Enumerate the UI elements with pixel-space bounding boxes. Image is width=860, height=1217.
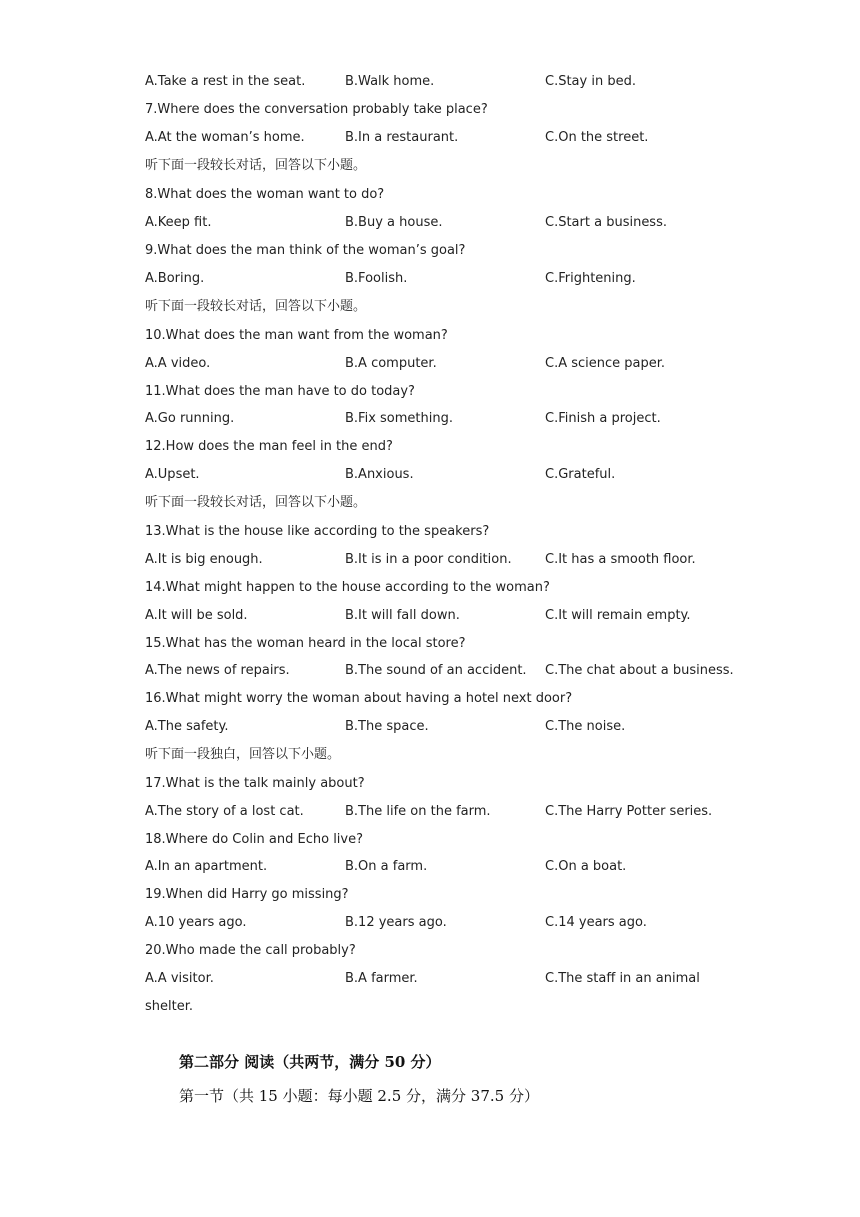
q10-option-c: C.A science paper.: [545, 356, 666, 371]
q12-option-b: B.Anxious.: [345, 467, 414, 482]
q9-option-b: B.Foolish.: [345, 271, 408, 286]
q8-option-c: C.Start a business.: [545, 215, 667, 230]
q11-option-c: C.Finish a project.: [545, 411, 661, 426]
q19-option-c: C.14 years ago.: [545, 915, 647, 930]
q20-option-b: B.A farmer.: [345, 971, 418, 986]
question-17: 17.What is the talk mainly about?: [145, 776, 365, 791]
question-18: 18.Where do Colin and Echo live?: [145, 832, 364, 847]
instruction-dialogue-3: 听下面一段较长对话，回答以下小题。: [145, 495, 367, 510]
question-13: 13.What is the house like according to the speakers?: [145, 524, 490, 539]
q20-option-c-continuation: shelter.: [145, 999, 194, 1014]
q16-option-c: C.The noise.: [545, 719, 626, 734]
q17-option-a: A.The story of a lost cat.: [145, 804, 304, 819]
q7-option-b: B.In a restaurant.: [345, 130, 459, 145]
q8-option-a: A.Keep fit.: [145, 215, 212, 230]
q8-option-b: B.Buy a house.: [345, 215, 443, 230]
q12-option-a: A.Upset.: [145, 467, 200, 482]
q14-option-a: A.It will be sold.: [145, 608, 248, 623]
q10-option-a: A.A video.: [145, 356, 211, 371]
section-1-heading: 第一节（共 15 小题：每小题 2.5 分，满分 37.5 分）: [179, 1087, 539, 1105]
question-20: 20.Who made the call probably?: [145, 943, 356, 958]
q16-option-a: A.The safety.: [145, 719, 229, 734]
q15-option-b: B.The sound of an accident.: [345, 663, 527, 678]
q13-option-a: A.It is big enough.: [145, 552, 263, 567]
question-10: 10.What does the man want from the woman?: [145, 328, 448, 343]
q7-option-a: A.At the woman’s home.: [145, 130, 305, 145]
q6-option-b: B.Walk home.: [345, 74, 435, 89]
question-9: 9.What does the man think of the woman’s goal?: [145, 243, 466, 258]
q6-option-c: C.Stay in bed.: [545, 74, 636, 89]
part-2-heading: 第二部分 阅读（共两节，满分 50 分）: [179, 1053, 441, 1071]
q17-option-b: B.The life on the farm.: [345, 804, 491, 819]
q19-option-a: A.10 years ago.: [145, 915, 247, 930]
q11-option-b: B.Fix something.: [345, 411, 453, 426]
question-12: 12.How does the man feel in the end?: [145, 439, 393, 454]
q14-option-b: B.It will fall down.: [345, 608, 460, 623]
q18-option-b: B.On a farm.: [345, 859, 428, 874]
q9-option-a: A.Boring.: [145, 271, 205, 286]
q13-option-b: B.It is in a poor condition.: [345, 552, 512, 567]
q13-option-c: C.It has a smooth floor.: [545, 552, 696, 567]
q15-option-a: A.The news of repairs.: [145, 663, 290, 678]
q17-option-c: C.The Harry Potter series.: [545, 804, 713, 819]
question-15: 15.What has the woman heard in the local store?: [145, 636, 466, 651]
q20-option-a: A.A visitor.: [145, 971, 214, 986]
q15-option-c: C.The chat about a business.: [545, 663, 734, 678]
q12-option-c: C.Grateful.: [545, 467, 616, 482]
q19-option-b: B.12 years ago.: [345, 915, 447, 930]
q11-option-a: A.Go running.: [145, 411, 235, 426]
q20-option-c: C.The staff in an animal: [545, 971, 700, 986]
q16-option-b: B.The space.: [345, 719, 429, 734]
q6-option-a: A.Take a rest in the seat.: [145, 74, 306, 89]
q18-option-c: C.On a boat.: [545, 859, 627, 874]
q7-option-c: C.On the street.: [545, 130, 649, 145]
question-14: 14.What might happen to the house according to the woman?: [145, 580, 550, 595]
q9-option-c: C.Frightening.: [545, 271, 636, 286]
q10-option-b: B.A computer.: [345, 356, 437, 371]
question-19: 19.When did Harry go missing?: [145, 887, 349, 902]
instruction-dialogue-2: 听下面一段较长对话，回答以下小题。: [145, 299, 367, 314]
q14-option-c: C.It will remain empty.: [545, 608, 691, 623]
question-11: 11.What does the man have to do today?: [145, 384, 415, 399]
q18-option-a: A.In an apartment.: [145, 859, 268, 874]
instruction-dialogue-1: 听下面一段较长对话，回答以下小题。: [145, 158, 367, 173]
question-7: 7.Where does the conversation probably take place?: [145, 102, 488, 117]
question-8: 8.What does the woman want to do?: [145, 187, 385, 202]
question-16: 16.What might worry the woman about having a hotel next door?: [145, 691, 573, 706]
instruction-monologue: 听下面一段独白，回答以下小题。: [145, 747, 341, 762]
